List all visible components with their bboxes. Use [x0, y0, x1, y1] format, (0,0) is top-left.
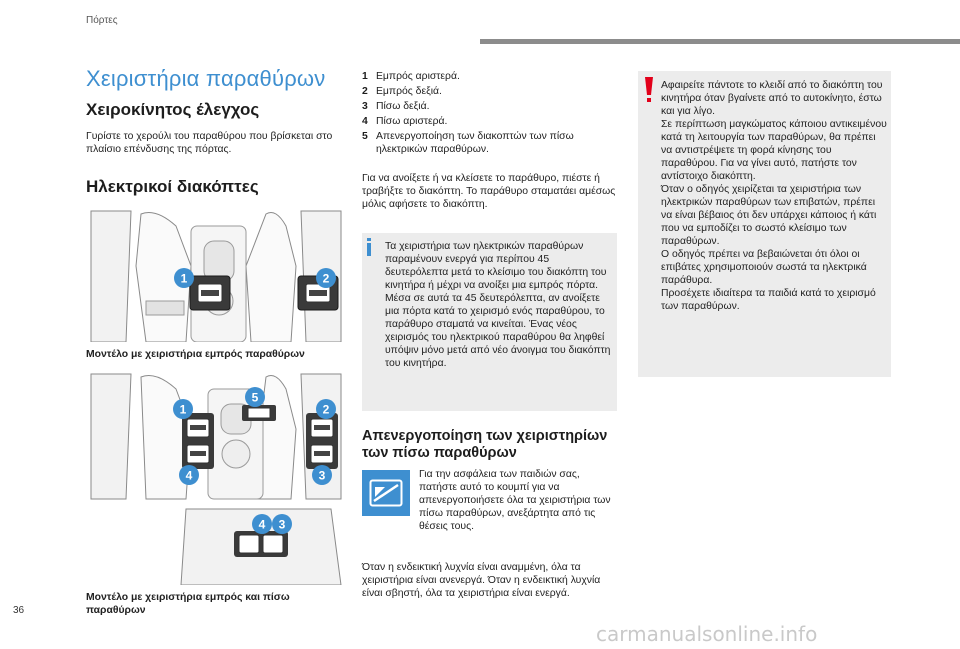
list-item-text: Εμπρός δεξιά.	[376, 86, 442, 97]
list-item-text: Πίσω δεξιά.	[376, 101, 430, 112]
list-item-text: Πίσω αριστερά.	[376, 116, 448, 127]
info-text: Τα χειριστήρια των ηλεκτρικών παραθύρων παραμένουν ενεργά για περίπου 45 δευτερόλεπτα μετά το κλείσιμο του διακόπτη του κινητήρα ή μέχρι να ανοίξει μια εμπρός πόρτα. Μέσα σε αυτά τα 45 δευτερόλεπτα, αν ανοίξετε μια πόρτα κατά το χειρισμό ενός παραθύρου, το παράθυρο σταματά να κινείται. Ένας νέος χειρισμός του ηλεκτρικού παραθύρου θα ληφθεί υπόψιν μόνο μετά από νέο άνοιγμα του διακόπτη του κινητήρα.	[385, 241, 611, 369]
rear-deactivation-heading: Απενεργοποίηση των χειριστηρίων των πίσω παραθύρων	[362, 428, 608, 461]
list-item	[362, 115, 617, 128]
indicator-lamp-text: Όταν η ενδεικτική λυχνία είναι αναμμένη, όλα τα χειριστήρια είναι ανενεργά. Όταν η ενδεικτική λυχνία είναι σβηστή, όλα τα χειριστήρια είναι ενεργά.	[362, 562, 601, 599]
caption-front-rear-switches: Μοντέλο με χειριστήρια εμπρός και πίσω παραθύρων	[86, 592, 290, 616]
list-item-number: 3	[362, 101, 368, 112]
badge-4	[179, 465, 199, 485]
badge-1	[173, 399, 193, 419]
badge-5	[245, 387, 265, 407]
caption-front-switches: Μοντέλο με χειριστήρια εμπρός παραθύρων	[86, 349, 305, 360]
list-item	[362, 70, 617, 83]
badge-2	[316, 268, 336, 288]
manual-control-heading: Χειροκίνητος έλεγχος	[86, 100, 260, 119]
child-lock-window-icon	[362, 470, 410, 516]
header-bar	[480, 39, 960, 44]
list-item	[362, 85, 617, 98]
page-title: Χειριστήρια παραθύρων	[86, 66, 326, 91]
front-switches-illustration	[86, 206, 344, 342]
list-item-text: Εμπρός αριστερά.	[376, 71, 460, 82]
list-item-number: 1	[362, 71, 368, 82]
manual-control-text: Γυρίστε το χερούλι του παραθύρου που βρίσκεται στο πλαίσιο επένδυσης της πόρτας.	[86, 131, 333, 155]
svg-text:4: 4	[258, 517, 266, 532]
badge-3-rear	[272, 514, 292, 534]
list-item	[362, 130, 617, 156]
list-item-text: Απενεργοποίηση των διακοπτών των πίσω ηλεκτρικών παραθύρων.	[376, 131, 574, 155]
open-close-text: Για να ανοίξετε ή να κλείσετε το παράθυρο, πιέστε ή τραβήξτε το διακόπτη. Το παράθυρο σταματάει αμέσως μόλις αφήσετε το διακόπτη.	[362, 173, 616, 210]
svg-text:3: 3	[318, 468, 326, 483]
svg-text:4: 4	[185, 468, 193, 483]
list-item	[362, 100, 617, 113]
warning-text: Αφαιρείτε πάντοτε το κλειδί από το διακόπτη του κινητήρα όταν βγαίνετε από το αυτοκίνητο, έστω και για λίγο. Σε περίπτωση μαγκώματος κάποιου αντικειμένου κατά τη λειτουργία των παραθύρων, θα πρέπει να αντιστρέψετε τη φορά κίνησης του παραθύρου. Για να γίνει αυτό, πατήστε τον αντίστοιχο διακόπτη. Όταν ο οδηγός χειρίζεται τα χειριστήρια των ηλεκτρικών παραθύρων των επιβατών, πρέπει να είναι βέβαιος ότι δεν υπάρχει κάποιος ή κάτι που να εμποδίζει το σωστό κλείσιμο των παραθύρων. Ο οδηγός πρέπει να βεβαιώνεται ότι όλοι οι επιβάτες χρησιμοποιούν σωστά τα ηλεκτρικά παράθυρα. Προσέχετε ιδιαίτερα τα παιδιά κατά το χειρισμό των παραθύρων.	[661, 80, 887, 312]
svg-text:2: 2	[322, 271, 330, 286]
front-rear-switches-figure	[86, 369, 344, 585]
list-item-number: 4	[362, 116, 368, 127]
watermark: carmanualsonline.info	[596, 622, 818, 646]
svg-text:1: 1	[180, 271, 188, 286]
switch-legend-list	[362, 70, 617, 158]
badge-3	[312, 465, 332, 485]
electric-switches-heading: Ηλεκτρικοί διακόπτες	[86, 177, 259, 196]
svg-text:2: 2	[322, 402, 330, 417]
svg-text:5: 5	[251, 390, 259, 405]
warning-exclamation-icon	[644, 77, 654, 103]
page-number: 36	[13, 605, 25, 616]
list-item-number: 5	[362, 131, 368, 142]
svg-text:3: 3	[278, 517, 286, 532]
badge-2	[316, 399, 336, 419]
front-switches-figure	[86, 206, 344, 342]
rear-deactivation-text: Για την ασφάλεια των παιδιών σας, πατήστε αυτό το κουμπί για να απενεργοποιήσετε όλα τα χειριστήρια των πίσω παραθύρων, ανεξάρτητα από τις θέσεις τους.	[419, 469, 611, 532]
svg-text:1: 1	[179, 402, 187, 417]
info-icon	[367, 238, 371, 256]
badge-4-rear	[252, 514, 272, 534]
section-label: Πόρτες	[86, 15, 118, 26]
list-item-number: 2	[362, 86, 368, 97]
badge-1	[174, 268, 194, 288]
front-rear-switches-illustration	[86, 369, 344, 585]
